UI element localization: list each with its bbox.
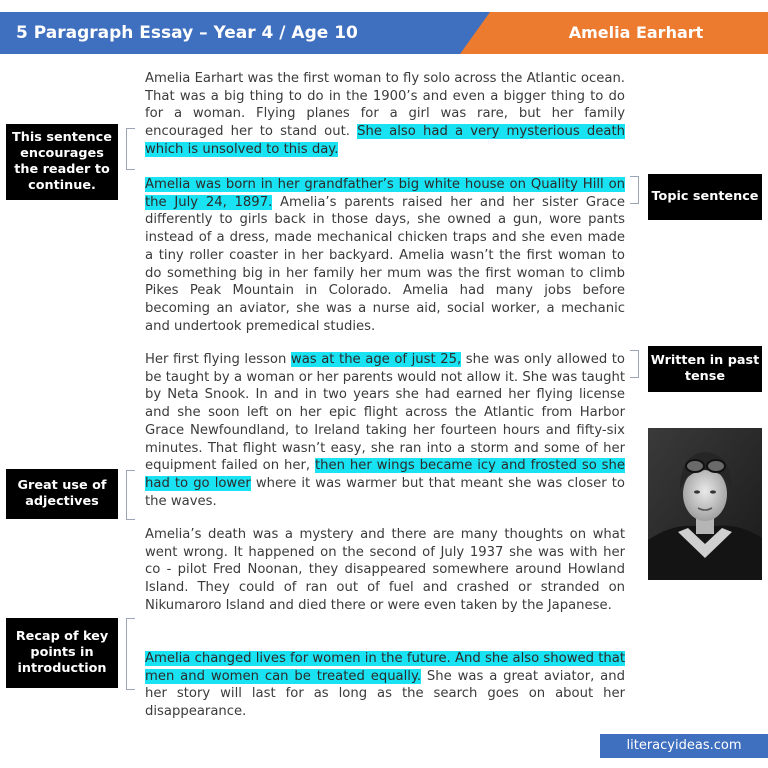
label-topic-sentence: Topic sentence (648, 174, 762, 220)
bracket-right (630, 350, 639, 378)
label-recap: Recap of key points in introduction (6, 618, 118, 688)
highlighted-text: She also had a very mysterious death which is unsolved to this day. (145, 124, 626, 157)
paragraph-early-life (145, 176, 625, 335)
highlighted-text: was at the age of just 25, (290, 352, 462, 367)
paragraph-text: where it was warmer but that meant she was closer to the waves. (145, 475, 625, 509)
bracket-left (126, 470, 135, 520)
paragraph-text: she was only allowed to be taught by a woman or her parents would not allow it. She was taught by Neta Snook. In and in two years she had earned her flying license and she soon left on her epic flight across the Atlantic from Harbor Grace Newfoundland, to Ireland taking her fourteen hours and fifty-six minutes. That flight wasn’t easy, she ran into a storm and some of her equipment failed on her, (145, 352, 625, 474)
paragraph-text: She was a great aviator, and her story will last for as long as the search goes on about her disappearance. (145, 668, 625, 720)
label-past-tense: Written in past tense (648, 346, 762, 392)
highlighted-text: Amelia changed lives for women in the future. And she also showed that men and women can be treated equally. (145, 651, 625, 684)
label-adjectives: Great use of adjectives (6, 469, 118, 519)
essay-subject: Amelia Earhart (568, 23, 704, 42)
highlighted-text: then her wings became icy and frosted so she had to go lower (145, 458, 626, 491)
page-title: 5 Paragraph Essay – Year 4 / Age 10 (16, 23, 358, 43)
highlighted-text: Amelia was born in her grandfather’s big white house on Quality Hill on the July 24, 1897. (145, 177, 625, 210)
paragraph-text: Her first flying lesson (145, 352, 291, 367)
bracket-left (126, 618, 135, 690)
bracket-right (630, 176, 639, 204)
portrait-illustration (648, 428, 762, 580)
label-reader-continue: This sentence encourages the reader to continue. (6, 124, 118, 200)
paragraph-text: Amelia’s death was a mystery and there are many thoughts on what went wrong. It happened on the second of July 1937 she was with her co - pilot Fred Noonan, they disappeared somewhere around Howland Island. They could of ran out of fuel and crashed or stranded on Nikumaroro Island and died there or were even taken by the Japanese. (145, 527, 625, 613)
paragraph-flying (145, 351, 625, 510)
paragraph-introduction (145, 70, 625, 159)
footer-website[interactable]: literacyideas.com (600, 734, 768, 758)
paragraph-death (145, 526, 625, 615)
portrait-photo (648, 428, 762, 580)
paragraph-text: Amelia’s parents raised her and her sister Grace differently to girls back in those days, she owned a gun, wore pants instead of a dress, made mechanical chicken traps and she even made a tiny roller coaster in her backyard. Amelia wasn’t the first woman to do something big in her family her mum was the first woman to climb Pikes Peak Mountain in Colorado. Amelia had many jobs before becoming an aviator, she was a nurse aid, social worker, a mechanic and undertook premedical studies. (145, 194, 625, 334)
paragraph-text: Amelia Earhart was the first woman to fly solo across the Atlantic ocean. That was a big thing to do in the 1900’s and even a bigger thing to do for a woman. Flying planes for a girl was rare, but her family encouraged her to stand out. (145, 71, 625, 140)
paragraph-conclusion (145, 650, 625, 721)
bracket-left (126, 128, 135, 170)
